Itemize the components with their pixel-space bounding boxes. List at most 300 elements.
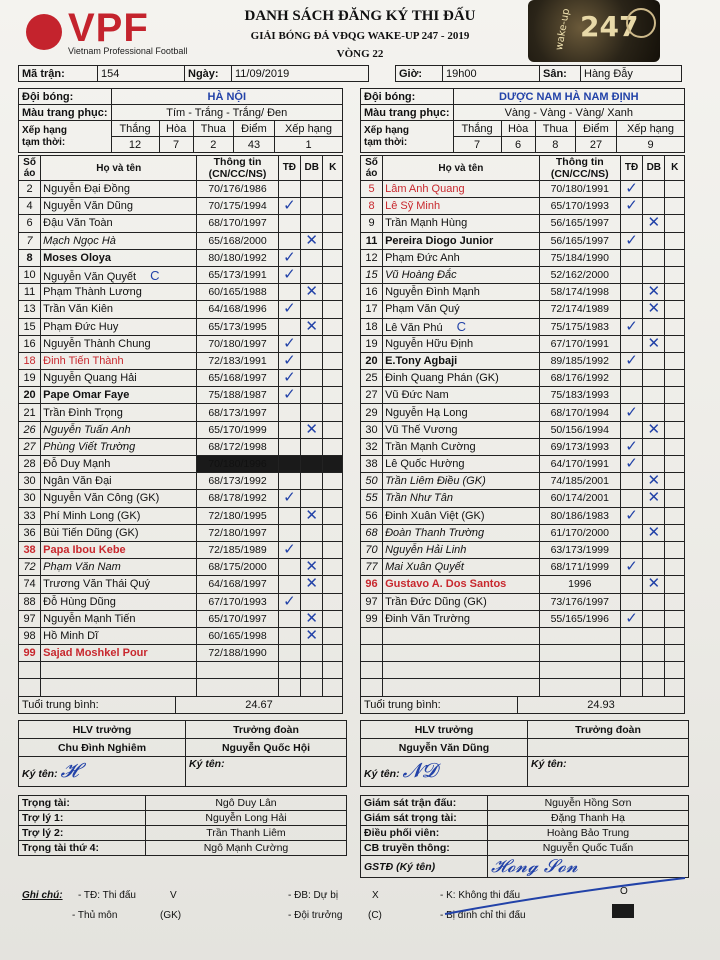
draw-header: Hòa bbox=[159, 121, 193, 137]
player-info: 72/180/1995 bbox=[197, 507, 278, 524]
player-number: 97 bbox=[361, 593, 383, 610]
player-name: Phùng Viết Trường bbox=[41, 438, 197, 455]
player-name: Nguyễn Mạnh Tiến bbox=[41, 610, 197, 627]
player-name: Nguyễn Văn Công (GK) bbox=[41, 490, 197, 507]
substitute-mark: ✕ bbox=[301, 421, 323, 438]
player-info: 70/175/1994 bbox=[197, 198, 278, 215]
points-header: Điểm bbox=[575, 121, 616, 137]
player-info: 70/180/1991 bbox=[539, 181, 620, 198]
player-info: 68/175/2000 bbox=[197, 559, 278, 576]
player-name: Đinh Xuân Việt (GK) bbox=[383, 507, 540, 524]
player-number: 2 bbox=[19, 181, 41, 198]
tournament-title: GIẢI BÓNG ĐÁ VĐQG WAKE-UP 247 - 2019 bbox=[250, 30, 470, 42]
player-name: Trần Như Tân bbox=[383, 490, 540, 507]
player-info: 74/185/2001 bbox=[539, 473, 620, 490]
away-team-header bbox=[360, 88, 685, 153]
player-row bbox=[19, 198, 343, 215]
assistant1: Nguyễn Long Hải bbox=[146, 811, 347, 826]
player-number: 50 bbox=[361, 473, 383, 490]
substitute-mark: ✕ bbox=[643, 284, 665, 301]
legend-gk-symbol: (GK) bbox=[160, 910, 182, 921]
played-mark bbox=[620, 421, 642, 438]
player-info: 65/168/1997 bbox=[197, 370, 278, 387]
player-name: Lâm Anh Quang bbox=[383, 181, 540, 198]
away-avg-age bbox=[360, 696, 685, 714]
player-number: 32 bbox=[361, 438, 383, 455]
info-header: Thông tin (CN/CC/NS) bbox=[197, 156, 278, 181]
not-played-mark bbox=[323, 507, 343, 524]
player-row bbox=[19, 610, 343, 627]
player-number bbox=[19, 662, 41, 679]
away-won: 7 bbox=[453, 137, 501, 153]
player-row bbox=[19, 679, 343, 696]
not-played-mark bbox=[665, 524, 685, 541]
td-header: TĐ bbox=[278, 156, 300, 181]
played-mark: ✓ bbox=[278, 301, 300, 318]
lost-header: Thua bbox=[535, 121, 575, 137]
not-played-mark bbox=[665, 473, 685, 490]
player-number: 98 bbox=[19, 627, 41, 644]
substitute-mark bbox=[301, 249, 323, 266]
played-mark: ✓ bbox=[278, 593, 300, 610]
player-number: 8 bbox=[19, 249, 41, 266]
player-name: Đinh Văn Trường bbox=[383, 610, 540, 627]
substitute-mark: ✕ bbox=[301, 627, 323, 644]
player-row bbox=[361, 438, 685, 455]
played-mark bbox=[278, 559, 300, 576]
legend-captain: - Đội trưởng bbox=[288, 910, 343, 921]
won-header: Thắng bbox=[453, 121, 501, 137]
player-number: 6 bbox=[19, 215, 41, 232]
player-info bbox=[539, 627, 620, 644]
venue-label: Sân: bbox=[540, 66, 581, 82]
player-number: 15 bbox=[19, 318, 41, 335]
points-header: Điểm bbox=[233, 121, 274, 137]
player-row bbox=[361, 318, 685, 335]
player-number: 20 bbox=[19, 387, 41, 404]
player-info: 68/176/1992 bbox=[539, 370, 620, 387]
player-number: 17 bbox=[361, 301, 383, 318]
player-row bbox=[361, 524, 685, 541]
not-played-mark bbox=[323, 559, 343, 576]
player-name: Mạch Ngọc Hà bbox=[41, 232, 197, 249]
player-row bbox=[361, 473, 685, 490]
media-officer: Nguyễn Quốc Tuấn bbox=[488, 841, 689, 856]
substitute-mark: ✕ bbox=[301, 232, 323, 249]
substitute-mark: ✕ bbox=[301, 576, 323, 593]
away-team-name: DƯỢC NAM HÀ NAM ĐỊNH bbox=[453, 89, 684, 105]
not-played-mark bbox=[323, 610, 343, 627]
legend-label: Ghi chú: bbox=[22, 890, 63, 901]
player-row bbox=[19, 318, 343, 335]
not-played-mark bbox=[323, 627, 343, 644]
player-row bbox=[19, 421, 343, 438]
player-number: 55 bbox=[361, 490, 383, 507]
played-mark: ✓ bbox=[620, 404, 642, 421]
played-mark bbox=[278, 524, 300, 541]
played-mark bbox=[278, 627, 300, 644]
head-coach-label: HLV trưởng bbox=[19, 721, 186, 739]
played-mark: ✓ bbox=[620, 232, 642, 249]
player-row bbox=[361, 266, 685, 283]
played-mark: ✓ bbox=[278, 387, 300, 404]
played-mark bbox=[278, 284, 300, 301]
sponsor-logo bbox=[528, 0, 660, 62]
player-name: Vũ Đức Nam bbox=[383, 387, 540, 404]
head-coach-label: HLV trưởng bbox=[361, 721, 528, 739]
player-row bbox=[361, 645, 685, 662]
captain-mark: C bbox=[150, 267, 160, 283]
player-info: 68/171/1999 bbox=[539, 559, 620, 576]
player-number bbox=[19, 679, 41, 696]
ref-assessor: Đặng Thanh Hạ bbox=[488, 811, 689, 826]
player-name bbox=[383, 627, 540, 644]
lost-header: Thua bbox=[193, 121, 233, 137]
not-played-mark bbox=[323, 473, 343, 490]
not-played-mark bbox=[323, 662, 343, 679]
played-mark: ✓ bbox=[620, 559, 642, 576]
home-rank: 1 bbox=[275, 137, 343, 153]
played-mark bbox=[278, 456, 300, 473]
player-info: 70/180/1996 bbox=[197, 456, 278, 473]
number-header: Số áo bbox=[361, 156, 383, 181]
not-played-mark bbox=[665, 370, 685, 387]
player-info: 60/165/1998 bbox=[197, 627, 278, 644]
db-header: DB bbox=[643, 156, 665, 181]
not-played-mark bbox=[665, 679, 685, 696]
player-name: Phạm Đức Huy bbox=[41, 318, 197, 335]
player-info: 80/180/1992 bbox=[197, 249, 278, 266]
not-played-mark bbox=[323, 524, 343, 541]
home-roster bbox=[18, 155, 343, 697]
assistant2: Trần Thanh Liêm bbox=[146, 826, 347, 841]
player-row bbox=[19, 266, 343, 283]
player-number: 99 bbox=[19, 645, 41, 662]
played-mark: ✓ bbox=[278, 370, 300, 387]
not-played-mark bbox=[323, 404, 343, 421]
substitute-mark bbox=[643, 662, 665, 679]
played-mark: ✓ bbox=[278, 352, 300, 369]
player-number: 96 bbox=[361, 576, 383, 593]
substitute-mark bbox=[643, 645, 665, 662]
substitute-mark bbox=[643, 404, 665, 421]
player-info: 56/165/1997 bbox=[539, 215, 620, 232]
player-info: 68/170/1997 bbox=[197, 215, 278, 232]
player-number: 30 bbox=[19, 490, 41, 507]
player-row bbox=[361, 662, 685, 679]
player-row bbox=[361, 627, 685, 644]
not-played-mark bbox=[665, 404, 685, 421]
away-lost: 8 bbox=[535, 137, 575, 153]
played-mark bbox=[620, 215, 642, 232]
not-played-mark bbox=[323, 387, 343, 404]
player-row bbox=[361, 490, 685, 507]
player-info: 56/165/1997 bbox=[539, 232, 620, 249]
player-info: 68/172/1998 bbox=[197, 438, 278, 455]
player-number bbox=[361, 645, 383, 662]
player-info: 65/170/1993 bbox=[539, 198, 620, 215]
not-played-mark bbox=[665, 181, 685, 198]
played-mark bbox=[620, 627, 642, 644]
player-name: Đoàn Thanh Trường bbox=[383, 524, 540, 541]
player-info: 52/162/2000 bbox=[539, 266, 620, 283]
substitute-mark bbox=[301, 387, 323, 404]
player-name bbox=[41, 679, 197, 696]
player-number: 28 bbox=[19, 456, 41, 473]
player-info bbox=[539, 662, 620, 679]
not-played-mark bbox=[665, 215, 685, 232]
manager-label: Trưởng đoàn bbox=[528, 721, 689, 739]
player-number: 9 bbox=[361, 215, 383, 232]
played-mark bbox=[278, 473, 300, 490]
player-row bbox=[19, 541, 343, 558]
player-row bbox=[361, 335, 685, 352]
player-name: Nguyễn Văn Dũng bbox=[41, 198, 197, 215]
player-info: 89/185/1992 bbox=[539, 352, 620, 369]
substitute-mark bbox=[301, 662, 323, 679]
substitute-mark bbox=[643, 232, 665, 249]
played-mark: ✓ bbox=[278, 198, 300, 215]
not-played-mark bbox=[323, 284, 343, 301]
player-number: 88 bbox=[19, 593, 41, 610]
substitute-mark bbox=[643, 387, 665, 404]
played-mark bbox=[620, 266, 642, 283]
substitute-mark bbox=[301, 352, 323, 369]
not-played-mark bbox=[323, 198, 343, 215]
player-row bbox=[19, 576, 343, 593]
player-row bbox=[361, 284, 685, 301]
ref-assessor-label: Giám sát trọng tài: bbox=[361, 811, 488, 826]
player-info: 70/180/1997 bbox=[197, 335, 278, 352]
player-name: Phí Minh Long (GK) bbox=[41, 507, 197, 524]
logo-text: VPF bbox=[68, 6, 149, 50]
substitute-mark bbox=[643, 456, 665, 473]
player-name: Ngân Văn Đại bbox=[41, 473, 197, 490]
not-played-mark bbox=[665, 387, 685, 404]
standing-label: Xếp hạng tạm thời: bbox=[361, 121, 454, 153]
played-mark bbox=[620, 576, 642, 593]
player-row bbox=[19, 490, 343, 507]
player-row bbox=[361, 370, 685, 387]
home-coach-signature: Ký tên: 𝓗 bbox=[19, 757, 186, 787]
player-name: Phạm Văn Nam bbox=[41, 559, 197, 576]
away-points: 27 bbox=[575, 137, 616, 153]
substitute-mark bbox=[301, 301, 323, 318]
player-name: Lê Quốc Hường bbox=[383, 456, 540, 473]
assistant2-label: Trợ lý 2: bbox=[19, 826, 146, 841]
played-mark: ✓ bbox=[620, 352, 642, 369]
name-header: Họ và tên bbox=[383, 156, 540, 181]
player-name bbox=[41, 662, 197, 679]
not-played-mark bbox=[323, 438, 343, 455]
not-played-mark bbox=[323, 232, 343, 249]
player-number: 72 bbox=[19, 559, 41, 576]
player-info: 65/170/1999 bbox=[197, 421, 278, 438]
played-mark bbox=[620, 524, 642, 541]
player-number bbox=[361, 627, 383, 644]
date-label: Ngày: bbox=[185, 66, 232, 82]
not-played-mark bbox=[323, 490, 343, 507]
player-name: Nguyễn Hạ Long bbox=[383, 404, 540, 421]
player-info bbox=[197, 662, 278, 679]
player-name bbox=[383, 645, 540, 662]
played-mark bbox=[278, 404, 300, 421]
played-mark bbox=[620, 335, 642, 352]
commissioner-label: Giám sát trận đấu: bbox=[361, 796, 488, 811]
substitute-mark bbox=[643, 370, 665, 387]
k-header: K bbox=[323, 156, 343, 181]
player-row bbox=[19, 627, 343, 644]
player-info: 68/173/1997 bbox=[197, 404, 278, 421]
player-name: Lê Sỹ Minh bbox=[383, 198, 540, 215]
player-info: 65/170/1997 bbox=[197, 610, 278, 627]
home-avg-age-value: 24.67 bbox=[176, 697, 343, 714]
gstd-label: GSTĐ (Ký tên) bbox=[361, 856, 488, 878]
not-played-mark bbox=[323, 370, 343, 387]
played-mark: ✓ bbox=[620, 318, 642, 335]
substitute-mark bbox=[301, 456, 323, 473]
away-draw: 6 bbox=[501, 137, 535, 153]
substitute-mark bbox=[643, 541, 665, 558]
player-info: 75/175/1983 bbox=[539, 318, 620, 335]
player-info: 64/168/1997 bbox=[197, 576, 278, 593]
substitute-mark bbox=[643, 438, 665, 455]
player-name: Trần Mạnh Hùng bbox=[383, 215, 540, 232]
legend-captain-symbol: (C) bbox=[368, 910, 382, 921]
player-info: 72/188/1990 bbox=[197, 645, 278, 662]
k-header: K bbox=[665, 156, 685, 181]
substitute-mark: ✕ bbox=[643, 335, 665, 352]
substitute-mark bbox=[643, 559, 665, 576]
substitute-mark bbox=[643, 266, 665, 283]
not-played-mark bbox=[665, 335, 685, 352]
player-number: 70 bbox=[361, 541, 383, 558]
player-number: 16 bbox=[361, 284, 383, 301]
not-played-mark bbox=[665, 456, 685, 473]
player-row bbox=[19, 232, 343, 249]
substitute-mark bbox=[643, 181, 665, 198]
player-number: 97 bbox=[19, 610, 41, 627]
away-coach-signature: Ký tên: 𝓝𝓓 bbox=[361, 757, 528, 787]
player-number: 21 bbox=[19, 404, 41, 421]
player-row bbox=[361, 404, 685, 421]
substitute-mark: ✕ bbox=[643, 301, 665, 318]
not-played-mark bbox=[665, 645, 685, 662]
player-number: 27 bbox=[361, 387, 383, 404]
db-header: DB bbox=[301, 156, 323, 181]
match-code-label: Mã trận: bbox=[19, 66, 98, 82]
match-date: 11/09/2019 bbox=[232, 66, 369, 82]
legend-k-symbol: O bbox=[620, 886, 628, 897]
not-played-mark bbox=[665, 576, 685, 593]
player-name bbox=[383, 318, 540, 335]
home-staff bbox=[18, 720, 347, 787]
player-info bbox=[539, 645, 620, 662]
player-name: Trần Liêm Điều (GK) bbox=[383, 473, 540, 490]
home-kit: Tím - Trắng - Trắng/ Đen bbox=[111, 105, 342, 121]
home-points: 43 bbox=[233, 137, 274, 153]
substitute-mark bbox=[643, 507, 665, 524]
played-mark bbox=[278, 181, 300, 198]
away-rank: 9 bbox=[617, 137, 685, 153]
substitute-mark bbox=[643, 352, 665, 369]
player-number: 12 bbox=[361, 249, 383, 266]
not-played-mark bbox=[665, 301, 685, 318]
player-name: Moses Oloya bbox=[41, 249, 197, 266]
player-info: 68/173/1992 bbox=[197, 473, 278, 490]
match-info bbox=[18, 65, 682, 82]
legend-banned: - Bị đình chỉ thi đấu bbox=[440, 910, 526, 921]
player-name: Nguyễn Thành Chung bbox=[41, 335, 197, 352]
player-number: 7 bbox=[19, 232, 41, 249]
not-played-mark bbox=[323, 249, 343, 266]
player-number: 99 bbox=[361, 610, 383, 627]
player-info: 60/165/1988 bbox=[197, 284, 278, 301]
played-mark bbox=[620, 387, 642, 404]
referee-label: Trọng tài: bbox=[19, 796, 146, 811]
player-name: Vũ Hoàng Đắc bbox=[383, 266, 540, 283]
not-played-mark bbox=[323, 335, 343, 352]
player-info: 75/183/1993 bbox=[539, 387, 620, 404]
not-played-mark bbox=[665, 421, 685, 438]
away-manager bbox=[528, 739, 689, 757]
coordinator: Hoàng Bảo Trung bbox=[488, 826, 689, 841]
player-row bbox=[361, 576, 685, 593]
coordinator-label: Điều phối viên: bbox=[361, 826, 488, 841]
player-name-text: Nguyễn Văn Quyết bbox=[43, 270, 137, 283]
player-row bbox=[361, 507, 685, 524]
fourth-official-label: Trọng tài thứ 4: bbox=[19, 841, 146, 856]
not-played-mark bbox=[665, 438, 685, 455]
not-played-mark bbox=[665, 266, 685, 283]
not-played-mark bbox=[323, 541, 343, 558]
played-mark bbox=[620, 679, 642, 696]
standing-label: Xếp hạng tạm thời: bbox=[19, 121, 112, 153]
substitute-mark: ✕ bbox=[643, 576, 665, 593]
player-name: Trần Văn Kiên bbox=[41, 301, 197, 318]
player-row bbox=[361, 456, 685, 473]
player-name: Nguyễn Hải Linh bbox=[383, 541, 540, 558]
player-number bbox=[361, 662, 383, 679]
player-row bbox=[361, 610, 685, 627]
match-officials bbox=[18, 795, 347, 856]
player-info: 60/174/2001 bbox=[539, 490, 620, 507]
player-number: 18 bbox=[19, 352, 41, 369]
player-info: 64/168/1996 bbox=[197, 301, 278, 318]
team-label: Đội bóng: bbox=[361, 89, 454, 105]
player-name: Trần Mạnh Cường bbox=[383, 438, 540, 455]
played-mark bbox=[620, 490, 642, 507]
player-row bbox=[19, 438, 343, 455]
player-number: 33 bbox=[19, 507, 41, 524]
player-number: 13 bbox=[19, 301, 41, 318]
substitute-mark bbox=[301, 404, 323, 421]
match-venue: Hàng Đẫy bbox=[581, 66, 682, 82]
kit-label: Màu trang phục: bbox=[361, 105, 454, 121]
match-supervisors bbox=[360, 795, 689, 878]
not-played-mark bbox=[665, 318, 685, 335]
player-info: 80/186/1983 bbox=[539, 507, 620, 524]
not-played-mark bbox=[323, 576, 343, 593]
substitute-mark bbox=[301, 524, 323, 541]
team-label: Đội bóng: bbox=[19, 89, 112, 105]
player-info: 73/176/1997 bbox=[539, 593, 620, 610]
avg-age-label: Tuổi trung bình: bbox=[19, 697, 176, 714]
substitute-mark bbox=[301, 679, 323, 696]
media-officer-label: CB truyền thông: bbox=[361, 841, 488, 856]
player-row bbox=[361, 301, 685, 318]
substitute-mark bbox=[643, 249, 665, 266]
